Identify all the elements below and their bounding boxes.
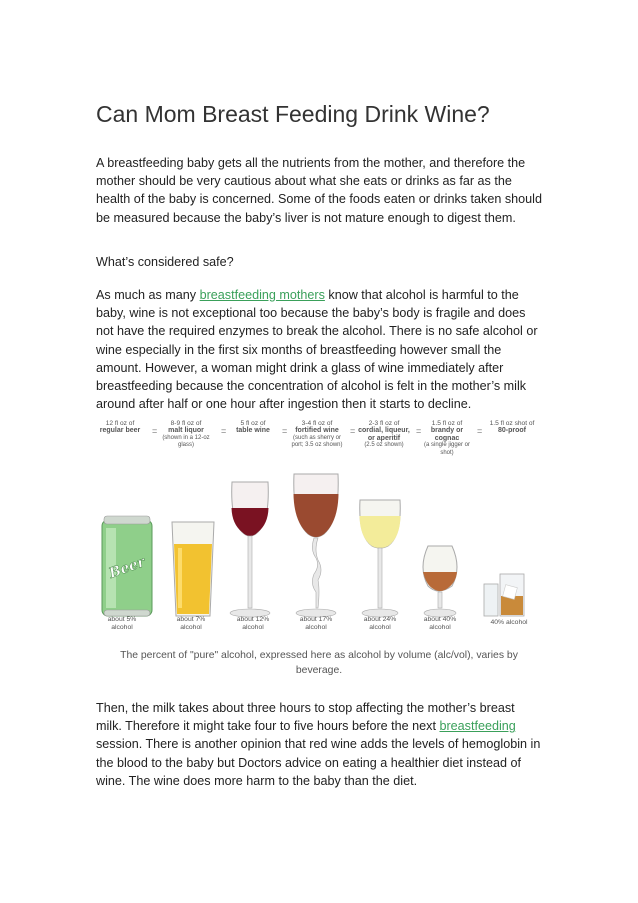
percent-label-brandy: about 40% alcohol <box>423 616 457 631</box>
conclusion-paragraph-rest: session. There is another opinion that red wine adds the levels of hemoglobin in the blood to the baby but Doctors advice on eating a healthier diet instead of wine. The wine does more harm to the baby than the diet. <box>96 737 541 788</box>
drink-header-table-wine: 5 fl oz of table wine <box>236 420 270 435</box>
malt-liquor-glass-icon <box>172 522 214 616</box>
breastfeeding-mothers-link[interactable]: breastfeeding mothers <box>199 288 325 302</box>
equals-sign: = <box>221 426 227 436</box>
equals-sign: = <box>350 426 356 436</box>
drink-header-beer: 12 fl oz of regular beer <box>99 420 141 435</box>
drink-header-fortified-wine: 3-4 fl oz of fortified wine (such as sherry or port; 3.5 oz shown) <box>291 420 343 449</box>
infographic-caption: The percent of "pure" alcohol, expressed here as alcohol by volume (alc/vol), varies by beverage. <box>120 650 518 676</box>
page-title: Can Mom Breast Feeding Drink Wine? <box>96 101 490 127</box>
drink-header-spirits: 1.5 fl oz shot of 80-proof <box>489 420 535 435</box>
conclusion-paragraph <box>96 699 542 790</box>
percent-label-fortified-wine: about 17% alcohol <box>299 616 333 631</box>
percent-label-table-wine: about 12% alcohol <box>236 616 270 631</box>
breastfeeding-link[interactable]: breastfeeding <box>439 719 516 734</box>
percent-label-spirits: 40% alcohol <box>490 619 528 626</box>
fortified-wine-glass-icon <box>294 474 339 617</box>
beer-can-icon <box>102 516 152 616</box>
percent-label-cordial: about 24% alcohol <box>363 616 397 631</box>
equals-sign: = <box>152 426 158 436</box>
percent-label-beer: about 5% alcohol <box>107 616 137 631</box>
alcohol-paragraph-lead: As much as many <box>96 288 200 302</box>
drink-header-malt-liquor: 8-9 fl oz of malt liquor (shown in a 12-oz glass) <box>162 420 210 449</box>
drinks-illustration <box>96 420 542 620</box>
equals-sign: = <box>477 426 483 436</box>
svg-text:Beer: Beer <box>106 554 148 582</box>
conclusion-paragraph-lead: Then, the milk takes about three hours to stop affecting the mother’s breast milk. Therefore it might take four to five hours before the next <box>96 701 515 734</box>
alcohol-content-infographic <box>96 420 542 680</box>
intro-paragraph: A breastfeeding baby gets all the nutrients from the mother, and therefore the mother should be very cautious about what she eats or drinks as far as the health of the baby is concerned. Some of the foods eaten or drinks taken should be measured because the baby’s liver is not mature enough to digest them. <box>96 156 542 225</box>
alcohol-paragraph-rest: know that alcohol is harmful to the baby, wine is not exceptional too because the baby’s body is fragile and does not have the required enzymes to break the alcohol. There is no safe alcohol or wine especially in the first six months of breastfeeding however small the amount. However, a woman might drink a glass of wine immediately after breastfeeding because the concentration of alcohol is felt in the mother’s milk around after half or one hour after ingestion then it starts to decline. <box>96 288 538 412</box>
equals-sign: = <box>282 426 288 436</box>
drink-header-brandy: 1.5 fl oz of brandy or cognac (a single jigger or shot) <box>423 420 471 456</box>
alcohol-paragraph <box>96 286 542 413</box>
safe-heading: What’s considered safe? <box>96 255 234 269</box>
shot-glass-icon <box>484 574 524 616</box>
brandy-snifter-icon <box>423 546 457 617</box>
cordial-glass-icon <box>360 500 401 617</box>
drink-header-cordial: 2-3 fl oz of cordial, liqueur, or aperitif (2.5 oz shown) <box>358 420 410 449</box>
red-wine-glass-icon <box>230 482 270 617</box>
equals-sign: = <box>416 426 422 436</box>
percent-label-malt-liquor: about 7% alcohol <box>176 616 206 631</box>
